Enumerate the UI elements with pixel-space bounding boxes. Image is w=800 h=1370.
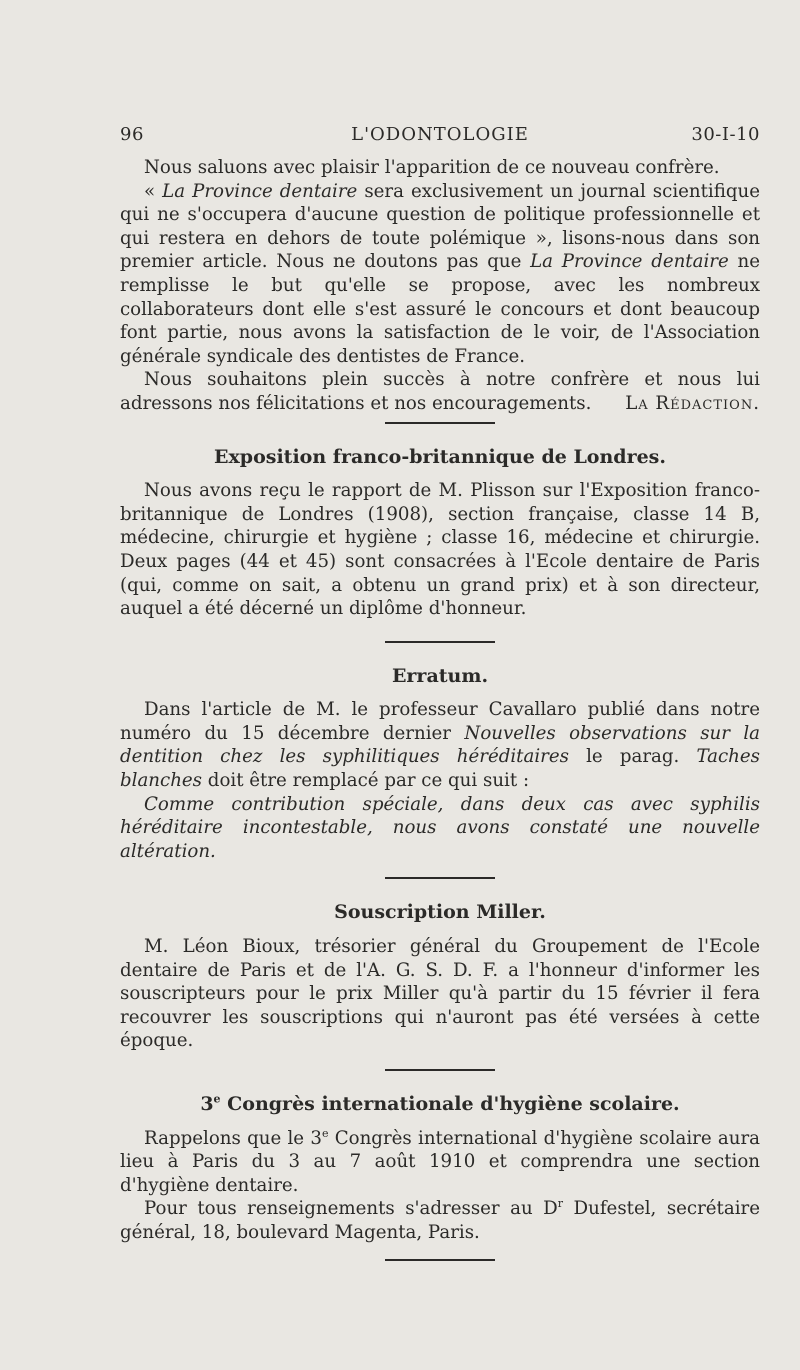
intro-paragraph-1: Nous saluons avec plaisir l'apparition de ce nouveau confrère.	[144, 157, 720, 178]
section-heading-exposition: Exposition franco-britannique de Londres.	[214, 445, 666, 468]
section-divider	[385, 641, 495, 643]
congres-text: Pour tous renseignements s'adresser au D	[144, 1198, 558, 1220]
issue-date: 30-I-10	[691, 124, 760, 145]
paragraph-title: Taches blanches	[120, 746, 760, 792]
heading-number: 3	[200, 1093, 214, 1115]
signature: La Rédaction.	[625, 392, 760, 414]
title-suffix: r	[557, 1197, 564, 1211]
congres-paragraph-2	[120, 1197, 760, 1244]
article-body	[120, 156, 760, 1261]
erratum-quote	[120, 793, 760, 864]
quote-open: «	[144, 180, 163, 202]
section-divider	[385, 1069, 495, 1071]
journal-name: La Province dentaire	[162, 180, 358, 202]
erratum-text: doit être remplacé par ce qui suit :	[202, 770, 530, 792]
ordinal-suffix: e	[213, 1092, 221, 1106]
erratum-paragraph	[120, 698, 760, 792]
intro-paragraph-3	[120, 368, 760, 415]
journal-name: La Province dentaire	[530, 251, 729, 273]
ordinal-suffix: e	[321, 1126, 329, 1140]
section-divider	[385, 1259, 495, 1261]
page-number: 96	[120, 124, 144, 145]
erratum-text: Dans l'article de M. le professeur Cavallaro publié dans notre numéro du 15 décembre dernier	[120, 699, 760, 744]
section-heading-erratum: Erratum.	[391, 664, 489, 687]
heading-text: Congrès internationale d'hygiène scolaire.	[220, 1093, 680, 1115]
section-divider	[385, 877, 495, 879]
section-heading-congres	[120, 1093, 760, 1117]
erratum-text: le parag.	[568, 746, 697, 768]
intro-text-end: ne remplisse le but qu'elle se propose, avec les nombreux collaborateurs dont elle s'est assuré le concours et dont beaucoup font partie, nous avons la satisfaction de le voir, de l'Association générale syndicale des dentistes de France.	[120, 251, 760, 367]
intro-text-mid: sera exclusivement un journal scientifique qui ne s'occupera d'aucune question de politique professionnelle et qui restera en dehors de toute polémique », lisons-nous dans son premier article. Nous ne doutons pas que	[120, 180, 760, 273]
intro-paragraph-2	[120, 180, 760, 369]
congres-text: Congrès international d'hygiène scolaire aura lieu à Paris du 3 au 7 août 1910 et comprendra une section d'hygiène dentaire.	[120, 1127, 760, 1196]
congres-text: Rappelons que le 3	[144, 1127, 322, 1149]
intro-text: Nous souhaitons plein succès à notre confrère et nous lui adressons nos félicitations et nos encouragements.	[120, 369, 760, 414]
section-divider	[385, 422, 495, 424]
journal-title: L'ODONTOLOGIE	[351, 124, 529, 145]
correction-text: Comme contribution spéciale, dans deux cas avec syphilis héréditaire incontestable, nous avons constaté une nouvelle altération.	[120, 793, 760, 862]
exposition-paragraph: Nous avons reçu le rapport de M. Plisson sur l'Exposition franco-britannique de Londres (1908), section française, classe 14 B, médecine, chirurgie et hygiène ; classe 16, médecine et chirurgie. Deux pages (44 et 45) sont consacrées à l'Ecole dentaire de Paris (qui, comme on sait, a obtenu un grand prix) et à son directeur, auquel a été décerné un diplôme d'honneur.	[120, 480, 760, 620]
congres-text: Dufestel, secrétaire général, 18, boulevard Magenta, Paris.	[120, 1198, 760, 1243]
article-title: Nouvelles observations sur la dentition chez les syphilitiques héréditaires	[120, 722, 760, 768]
congres-paragraph-1	[120, 1127, 760, 1198]
miller-paragraph: M. Léon Bioux, trésorier général du Groupement de l'Ecole dentaire de Paris et de l'A. G. S. D. F. a l'honneur d'informer les souscripteurs pour le prix Miller qu'à partir du 15 février il fera recouvrer les souscriptions qui n'auront pas été versées à cette époque.	[120, 936, 760, 1052]
section-heading-miller: Souscription Miller.	[334, 901, 546, 924]
